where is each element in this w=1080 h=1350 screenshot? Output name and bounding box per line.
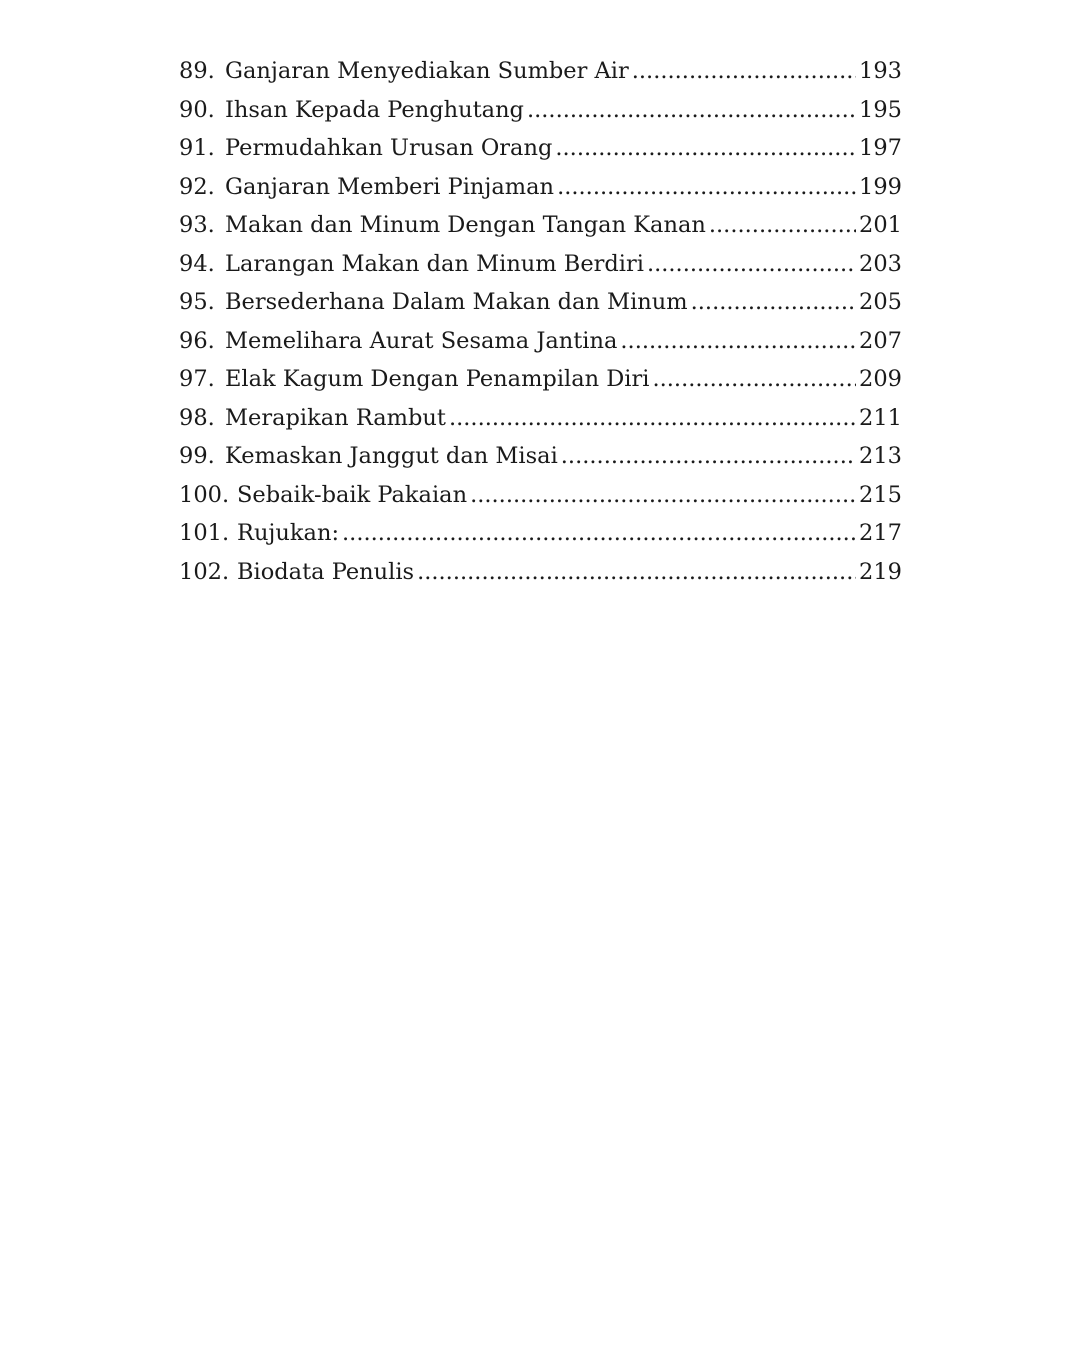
dot-leader bbox=[691, 283, 856, 322]
entry-title: Makan dan Minum Dengan Tangan Kanan bbox=[225, 212, 706, 238]
page-number: 209 bbox=[859, 366, 902, 392]
page-number: 199 bbox=[859, 173, 902, 200]
entry-number: 91. bbox=[179, 135, 215, 161]
page-number: 211 bbox=[859, 404, 902, 431]
dot-leader bbox=[417, 553, 856, 592]
entry-title: Ganjaran Menyediakan Sumber Air bbox=[225, 58, 629, 84]
toc-entry[interactable] bbox=[179, 514, 902, 553]
entry-title: Memelihara Aurat Sesama Jantina bbox=[225, 327, 618, 354]
dot-leader bbox=[632, 52, 856, 91]
entry-title: Larangan Makan dan Minum Berdiri bbox=[225, 250, 644, 277]
entry-title: Sebaik-baik Pakaian bbox=[237, 481, 468, 508]
page-number: 205 bbox=[859, 289, 902, 315]
entry-number: 100. bbox=[179, 481, 230, 508]
page-number: 213 bbox=[859, 443, 902, 469]
page-number: 219 bbox=[859, 558, 902, 585]
dot-leader bbox=[449, 399, 856, 438]
entry-title: Ihsan Kepada Penghutang bbox=[225, 96, 524, 123]
entry-number: 92. bbox=[179, 173, 215, 200]
dot-leader bbox=[652, 360, 856, 399]
entry-title: Permudahkan Urusan Orang bbox=[225, 135, 553, 161]
page-number: 201 bbox=[859, 212, 902, 238]
page-number: 193 bbox=[859, 58, 902, 84]
entry-number: 89. bbox=[179, 58, 215, 84]
page-number: 203 bbox=[859, 250, 902, 277]
page-number: 215 bbox=[859, 481, 902, 508]
entry-title: Biodata Penulis bbox=[237, 558, 415, 585]
entry-title: Merapikan Rambut bbox=[225, 404, 446, 431]
entry-number: 98. bbox=[179, 404, 215, 431]
entry-number: 95. bbox=[179, 289, 215, 315]
entry-title: Kemaskan Janggut dan Misai bbox=[225, 443, 558, 469]
toc-entry[interactable] bbox=[179, 360, 902, 399]
entry-number: 101. bbox=[179, 520, 230, 546]
entry-title: Rujukan: bbox=[237, 520, 340, 546]
dot-leader bbox=[342, 514, 856, 553]
dot-leader bbox=[647, 245, 856, 284]
dot-leader bbox=[470, 476, 856, 515]
toc-entry[interactable] bbox=[179, 399, 902, 438]
table-of-contents bbox=[179, 52, 902, 591]
toc-entry[interactable] bbox=[179, 437, 902, 476]
toc-entry[interactable] bbox=[179, 476, 902, 515]
dot-leader bbox=[561, 437, 856, 476]
toc-entry[interactable] bbox=[179, 91, 902, 130]
toc-entry[interactable] bbox=[179, 245, 902, 284]
dot-leader bbox=[557, 168, 856, 207]
dot-leader bbox=[620, 322, 856, 361]
entry-number: 97. bbox=[179, 366, 215, 392]
toc-entry[interactable] bbox=[179, 283, 902, 322]
entry-number: 94. bbox=[179, 250, 215, 277]
dot-leader bbox=[527, 91, 856, 130]
entry-title: Bersederhana Dalam Makan dan Minum bbox=[225, 289, 688, 315]
toc-entry[interactable] bbox=[179, 322, 902, 361]
entry-title: Ganjaran Memberi Pinjaman bbox=[225, 173, 555, 200]
toc-entry[interactable] bbox=[179, 553, 902, 592]
page-number: 217 bbox=[859, 520, 902, 546]
toc-entry[interactable] bbox=[179, 206, 902, 245]
entry-number: 96. bbox=[179, 327, 215, 354]
page-number: 197 bbox=[859, 135, 902, 161]
entry-number: 90. bbox=[179, 96, 215, 123]
page-number: 207 bbox=[859, 327, 902, 354]
entry-number: 99. bbox=[179, 443, 215, 469]
toc-entry[interactable] bbox=[179, 168, 902, 207]
page-number: 195 bbox=[859, 96, 902, 123]
dot-leader bbox=[555, 129, 856, 168]
entry-number: 102. bbox=[179, 558, 230, 585]
toc-entry[interactable] bbox=[179, 52, 902, 91]
toc-entry[interactable] bbox=[179, 129, 902, 168]
entry-number: 93. bbox=[179, 212, 215, 238]
entry-title: Elak Kagum Dengan Penampilan Diri bbox=[225, 366, 650, 392]
dot-leader bbox=[709, 206, 856, 245]
